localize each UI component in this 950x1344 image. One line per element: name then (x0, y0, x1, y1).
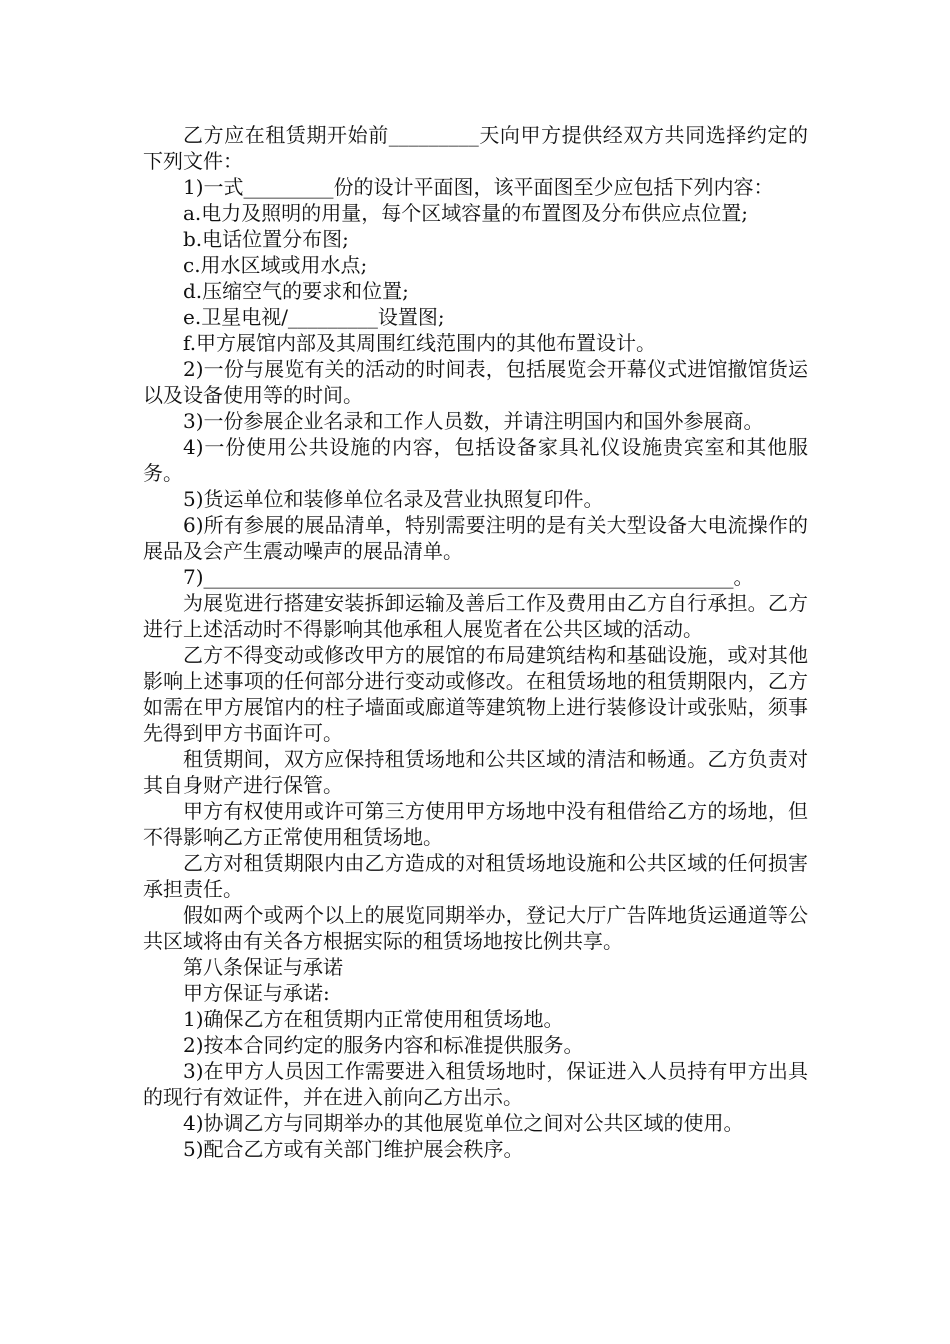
section-heading: 第八条保证与承诺 (183, 955, 343, 979)
paragraph: 1)确保乙方在租赁期内正常使用租赁场地。 (183, 1007, 564, 1031)
paragraph: 乙方对租赁期限内由乙方造成的对租赁场地设施和公共区域的任何损害承担责任。 (143, 851, 808, 901)
paragraph: 5)货运单位和装修单位名录及营业执照复印件。 (183, 487, 604, 511)
paragraph: 为展览进行搭建安装拆卸运输及善后工作及费用由乙方自行承担。乙方进行上述活动时不得影响其他承租人展览者在公共区域的活动。 (143, 591, 808, 641)
paragraph: 2)按本合同约定的服务内容和标准提供服务。 (183, 1033, 584, 1057)
document-body (143, 122, 808, 1162)
paragraph: 7)_____________________________________________________。 (183, 565, 754, 589)
paragraph: 甲方有权使用或许可第三方使用甲方场地中没有租借给乙方的场地，但不得影响乙方正常使用租赁场地。 (143, 799, 808, 849)
paragraph: f.甲方展馆内部及其周围红线范围内的其他布置设计。 (183, 331, 657, 355)
paragraph: 5)配合乙方或有关部门维护展会秩序。 (183, 1137, 524, 1161)
paragraph: 3)在甲方人员因工作需要进入租赁场地时，保证进入人员持有甲方出具的现行有效证件，并在进入前向乙方出示。 (143, 1059, 808, 1109)
paragraph: d.压缩空气的要求和位置; (183, 279, 409, 303)
paragraph: 6)所有参展的展品清单，特别需要注明的是有关大型设备大电流操作的展品及会产生震动噪声的展品清单。 (143, 513, 808, 563)
paragraph: 4)一份使用公共设施的内容，包括设备家具礼仪设施贵宾室和其他服务。 (143, 435, 808, 485)
paragraph: 1)一式_________份的设计平面图，该平面图至少应包括下列内容： (183, 175, 774, 199)
paragraph: 乙方不得变动或修改甲方的展馆的布局建筑结构和基础设施，或对其他影响上述事项的任何部分进行变动或修改。在租赁场地的租赁期限内，乙方如需在甲方展馆内的柱子墙面或廊道等建筑物上进行装修设计或张贴，须事先得到甲方书面许可。 (143, 643, 808, 745)
paragraph: 租赁期间，双方应保持租赁场地和公共区域的清洁和畅通。乙方负责对其自身财产进行保管。 (143, 747, 808, 797)
paragraph: 3)一份参展企业名录和工作人员数，并请注明国内和国外参展商。 (183, 409, 764, 433)
paragraph: 2)一份与展览有关的活动的时间表，包括展览会开幕仪式进馆撤馆货运以及设备使用等的时间。 (143, 357, 808, 407)
paragraph: 4)协调乙方与同期举办的其他展览单位之间对公共区域的使用。 (183, 1111, 744, 1135)
paragraph: b.电话位置分布图; (183, 227, 349, 251)
paragraph: a.电力及照明的用量，每个区域容量的布置图及分布供应点位置; (183, 201, 749, 225)
paragraph: c.用水区域或用水点; (183, 253, 368, 277)
paragraph: 乙方应在租赁期开始前_________天向甲方提供经双方共同选择约定的下列文件： (143, 123, 808, 173)
paragraph: 假如两个或两个以上的展览同期举办，登记大厅广告阵地货运通道等公共区域将由有关各方根据实际的租赁场地按比例共享。 (143, 903, 808, 953)
paragraph: e.卫星电视/_________设置图; (183, 305, 445, 329)
paragraph: 甲方保证与承诺: (183, 981, 330, 1005)
